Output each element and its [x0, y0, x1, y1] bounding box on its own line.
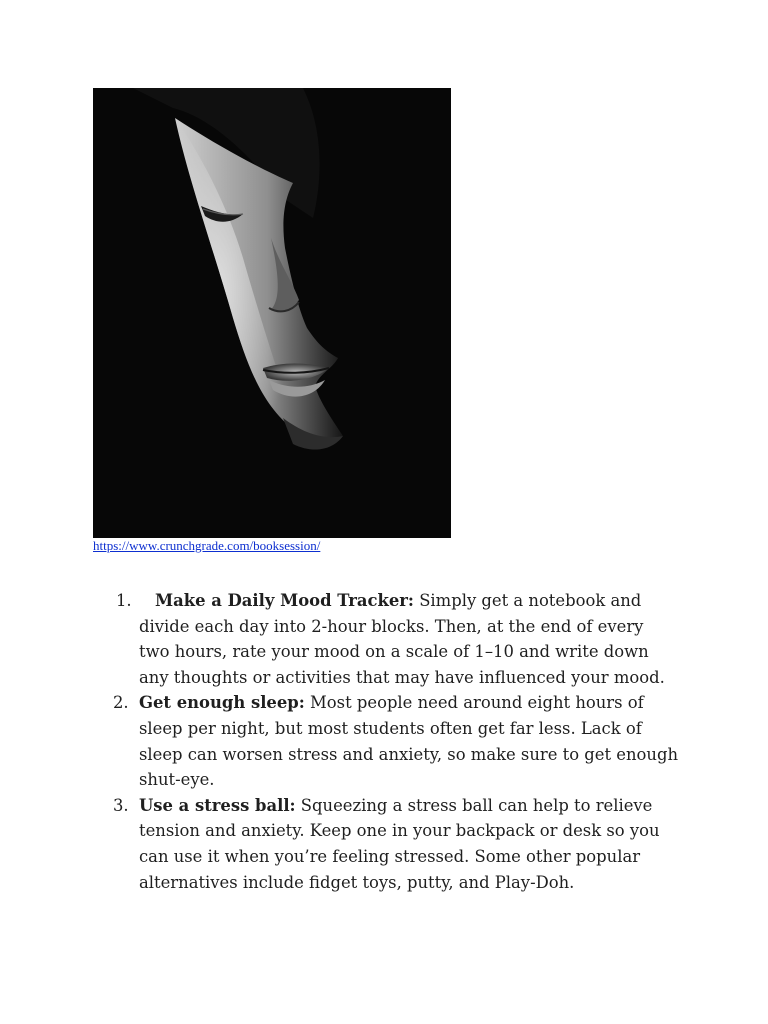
list-item-text: Squeezing a stress ball can help to relieve tension and anxiety. Keep one in your backpack or desk so you can use it when you’re feeling stressed. Some other popular alternatives include fidget toys, putty, and Play-Doh. [139, 795, 660, 892]
list-item [0, 588, 679, 690]
list-item-title: Make a Daily Mood Tracker: [155, 591, 414, 610]
list-item-number: 3. [113, 795, 129, 815]
list-item-title: Use a stress ball: [139, 795, 296, 815]
face-in-shadow-illustration [93, 88, 451, 538]
list-item-number: 2. [113, 693, 129, 713]
list-item-title: Get enough sleep: [139, 693, 305, 713]
list-item [0, 690, 679, 792]
tips-list [0, 588, 768, 895]
source-link[interactable]: https://www.crunchgrade.com/booksession/ [93, 538, 321, 553]
list-item-text: Simply get a notebook and divide each day into 2-hour blocks. Then, at the end of every two hours, rate your mood on a scale of 1–10 and write down any thoughts or activities that may have influenced your mood. [139, 591, 665, 687]
portrait-photo [93, 88, 451, 538]
list-item-number: 1. [116, 591, 132, 610]
list-item-text: Most people need around eight hours of sleep per night, but most students often get far less. Lack of sleep can worsen stress and anxiety, so make sure to get enough shut-eye. [139, 693, 679, 790]
list-item [0, 793, 679, 895]
